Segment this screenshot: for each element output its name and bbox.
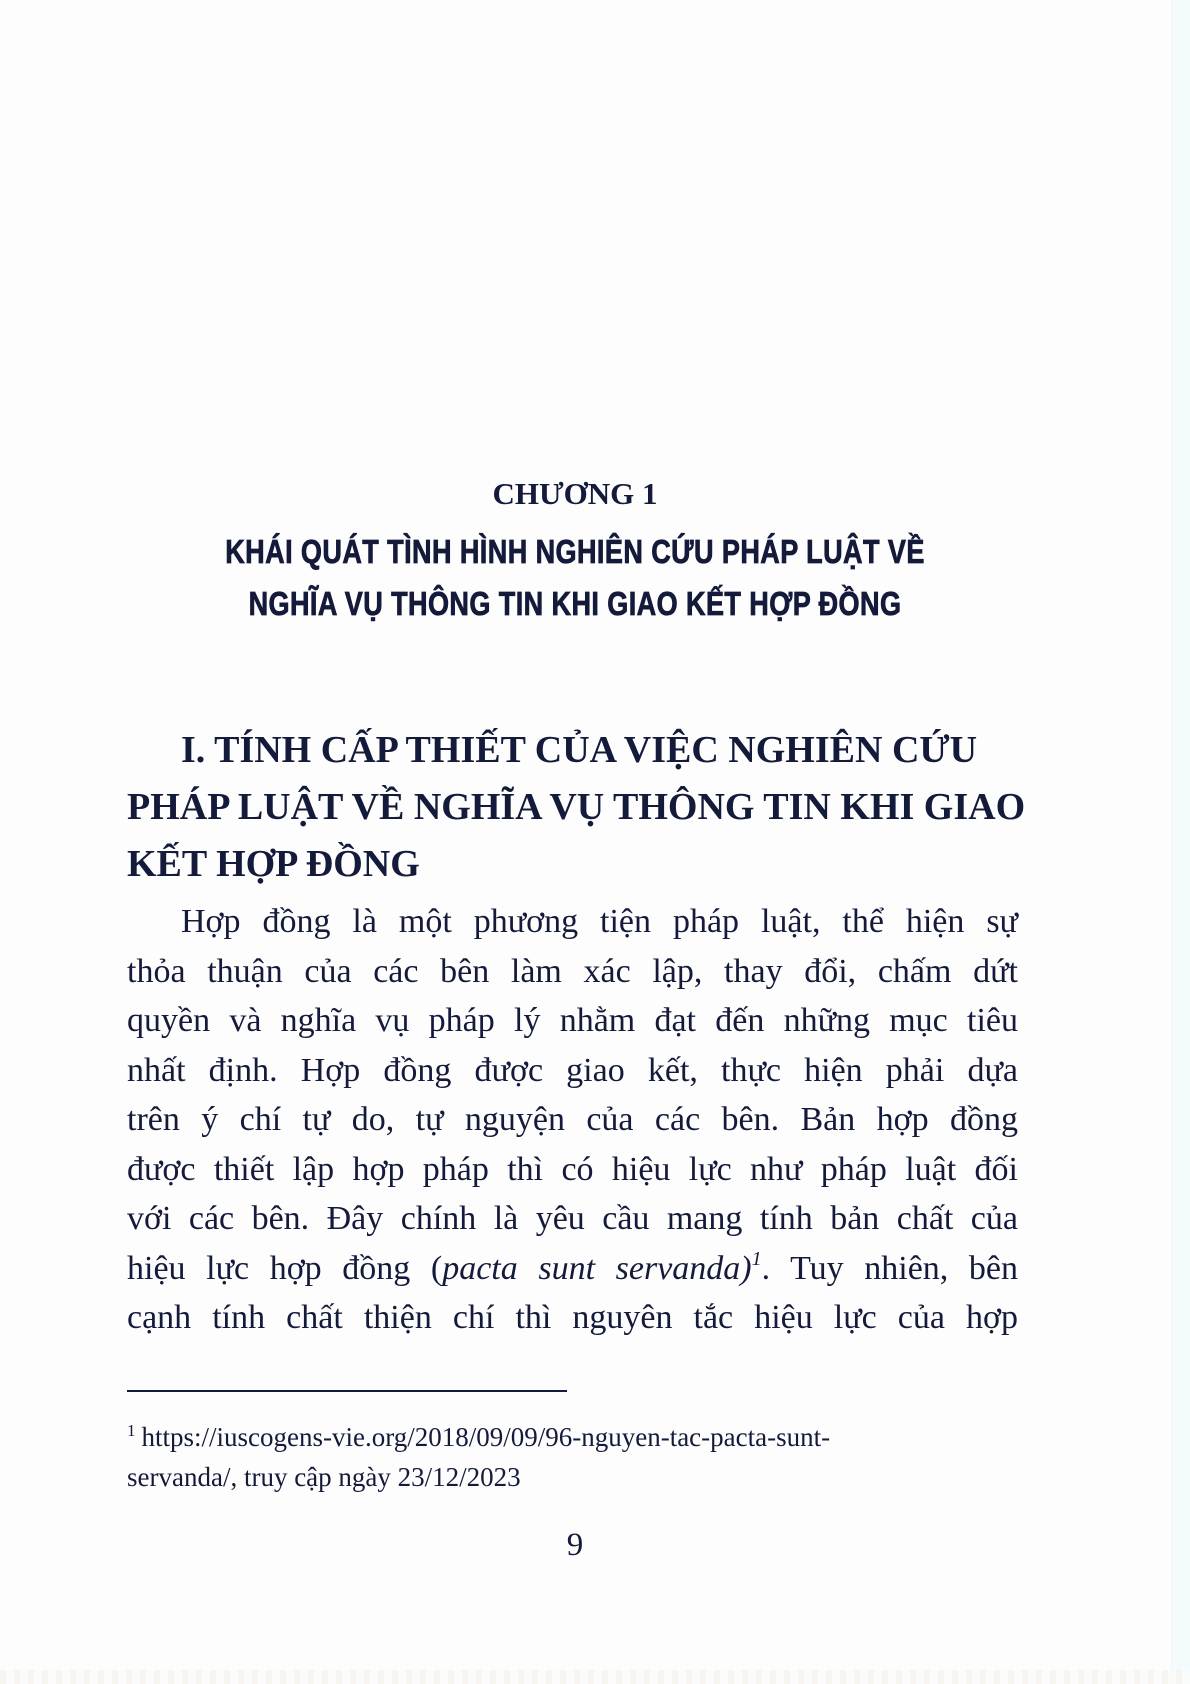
footnote-separator (127, 1390, 567, 1392)
section-heading-line: PHÁP LUẬT VỀ NGHĨA VỤ THÔNG TIN KHI GIAO (127, 786, 1026, 828)
section-heading-line: I. TÍNH CẤP THIẾT CỦA VIỆC NGHIÊN CỨU (181, 729, 978, 771)
page-edge-shadow (1171, 0, 1190, 1684)
footnote-url[interactable]: https://iuscogens-vie.org/2018/09/09/96-nguyen-tac-pacta-sunt- (141, 1422, 831, 1452)
latin-phrase: pacta sunt servanda) (442, 1249, 752, 1287)
footnote-line: servanda/, truy cập ngày 23/12/2023 (127, 1462, 521, 1492)
body-line-with-footnote (127, 1244, 1018, 1294)
body-line: thỏa thuận của các bên làm xác lập, thay đổi, chấm dứt (127, 952, 1018, 990)
body-line: cạnh tính chất thiện chí thì nguyên tắc hiệu lực của hợp (127, 1299, 1018, 1336)
body-line: quyền và nghĩa vụ pháp lý nhằm đạt đến những mục tiêu (127, 1002, 1018, 1039)
body-line: Hợp đồng là một phương tiện pháp luật, thể hiện sự (181, 903, 1018, 940)
section-heading-line: KẾT HỢP ĐỒNG (127, 843, 420, 885)
footnote-line (127, 1417, 1027, 1457)
body-text-segment: hiệu lực hợp đồng ( (127, 1249, 443, 1287)
body-line: nhất định. Hợp đồng được giao kết, thực hiện phải dựa (127, 1051, 1018, 1089)
chapter-label: CHƯƠNG 1 (492, 476, 658, 511)
body-line: trên ý chí tự do, tự nguyện của các bên. Bản hợp đồng (127, 1101, 1018, 1138)
body-line: với các bên. Đây chính là yêu cầu mang tính bản chất của (127, 1200, 1018, 1237)
body-paragraph (127, 897, 1027, 1343)
footnote (127, 1417, 1027, 1497)
body-line: được thiết lập hợp pháp thì có hiệu lực như pháp luật đối (127, 1150, 1018, 1188)
chapter-title-line: KHÁI QUÁT TÌNH HÌNH NGHIÊN CỨU PHÁP LUẬT VỀ (225, 533, 925, 570)
page-bottom-edge (0, 1670, 1190, 1684)
footnote-number: 1 (127, 1421, 136, 1440)
footnote-reference[interactable]: 1 (751, 1247, 762, 1270)
chapter-title (104, 526, 1047, 630)
page-number: 9 (566, 1527, 584, 1563)
section-heading (127, 722, 1027, 893)
body-text-segment: . Tuy nhiên, bên (761, 1249, 1018, 1287)
chapter-title-line: NGHĨA VỤ THÔNG TIN KHI GIAO KẾT HỢP ĐỒNG (248, 585, 902, 622)
